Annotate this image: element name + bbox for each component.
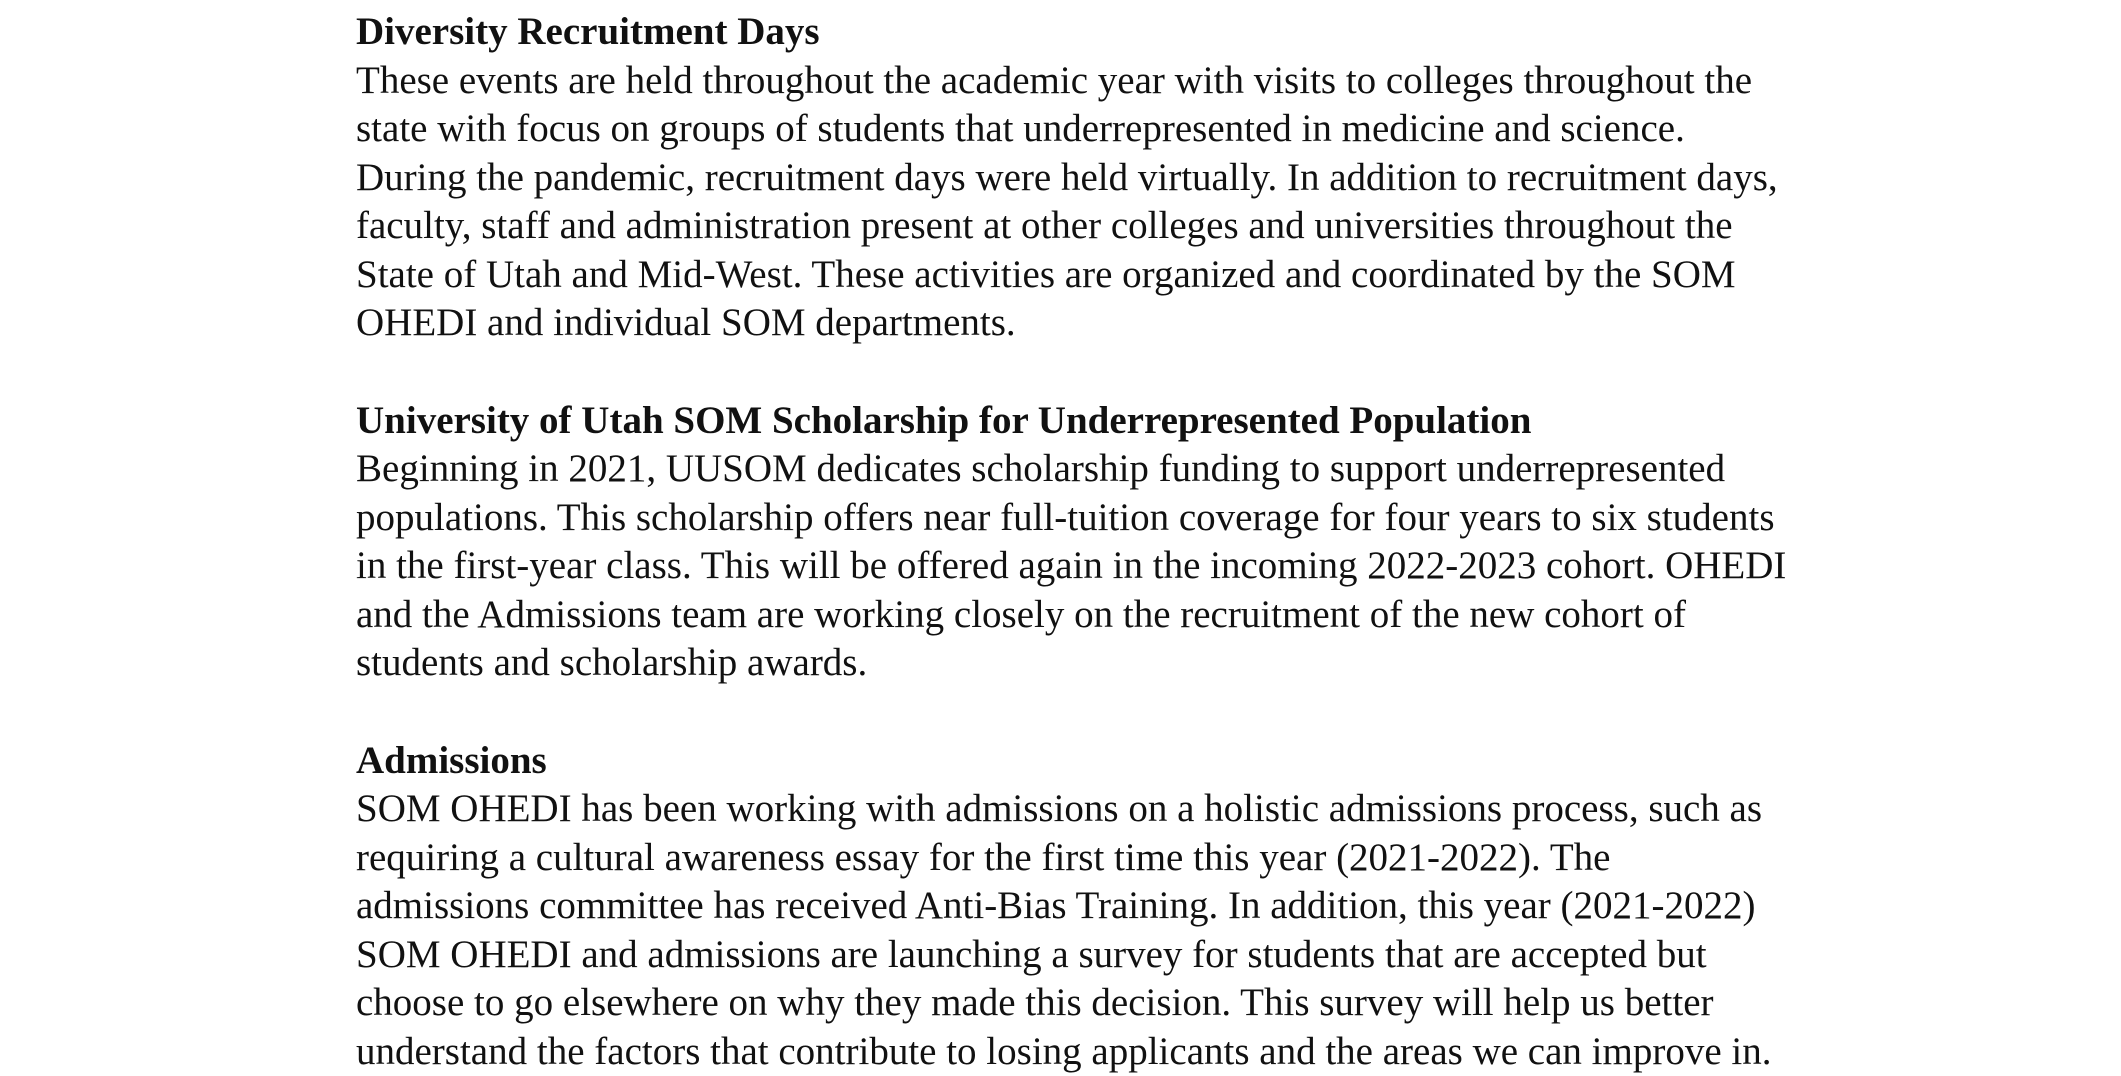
body-line: OHEDI and individual SOM departments. xyxy=(356,301,1016,344)
body-line: understand the factors that contribute to losing applicants and the areas we can improve in. xyxy=(356,1029,1772,1073)
document-page xyxy=(356,8,1976,1076)
body-line: faculty, staff and administration present at other colleges and universities throughout the xyxy=(356,204,1733,247)
section-body xyxy=(356,57,1976,348)
section-diversity-recruitment-days xyxy=(356,8,1976,348)
section-heading: Diversity Recruitment Days xyxy=(356,10,820,53)
body-line: state with focus on groups of students that underrepresented in medicine and science. xyxy=(356,107,1685,150)
body-line: State of Utah and Mid-West. These activities are organized and coordinated by the SOM xyxy=(356,252,1736,296)
body-line: students and scholarship awards. xyxy=(356,641,868,684)
section-admissions xyxy=(356,737,1976,1076)
body-line: These events are held throughout the academic year with visits to colleges throughout the xyxy=(356,58,1753,102)
body-line: Beginning in 2021, UUSOM dedicates scholarship funding to support underrepresented xyxy=(356,447,1726,490)
body-line: and the Admissions team are working closely on the recruitment of the new cohort of xyxy=(356,592,1686,636)
body-line: populations. This scholarship offers near full-tuition coverage for four years to six students xyxy=(356,495,1775,539)
section-body xyxy=(356,785,1976,1076)
section-body xyxy=(356,445,1976,688)
body-line: SOM OHEDI has been working with admissions on a holistic admissions process, such as xyxy=(356,787,1763,830)
body-line: in the first-year class. This will be offered again in the incoming 2022-2023 cohort. OHEDI xyxy=(356,544,1787,587)
section-heading: Admissions xyxy=(356,738,547,782)
body-line: admissions committee has received Anti-Bias Training. In addition, this year (2021-2022) xyxy=(356,884,1756,927)
section-heading: University of Utah SOM Scholarship for Underrepresented Population xyxy=(356,398,1532,442)
body-line: choose to go elsewhere on why they made this decision. This survey will help us better xyxy=(356,981,1714,1024)
section-scholarship xyxy=(356,397,1976,688)
body-line: SOM OHEDI and admissions are launching a survey for students that are accepted but xyxy=(356,932,1707,976)
body-line: requiring a cultural awareness essay for the first time this year (2021-2022). The xyxy=(356,835,1611,879)
body-line: During the pandemic, recruitment days were held virtually. In addition to recruitment days, xyxy=(356,155,1778,199)
